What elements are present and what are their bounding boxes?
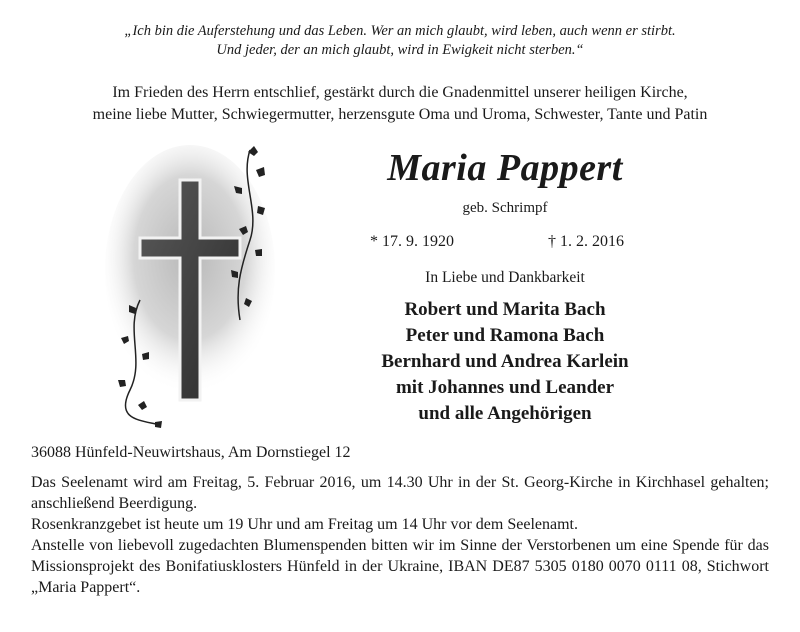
address: 36088 Hünfeld-Neuwirtshaus, Am Dornstiegel 12 [31, 444, 351, 461]
bible-quote [0, 22, 800, 60]
deceased-name: Maria Pappert [387, 147, 623, 189]
intro-line-2: meine liebe Mutter, Schwiegermutter, herzensgute Oma und Uroma, Schwester, Tante und Patin [92, 106, 708, 123]
love-line: In Liebe und Dankbarkeit [425, 269, 585, 286]
donation-paragraph: Anstelle von liebevoll zugedachten Blumenspenden bitten wir im Sinne der Verstorbenen um eine Spende für das Missionsprojekt des Bonifatiusklosters Hünfeld in der Ukraine, IBAN DE87 5305 0180 0070 0111 08, Stichwort „Maria Pappert“. [31, 537, 769, 596]
mourner-line: Bernhard und Andrea Karlein [381, 351, 629, 372]
intro-text [0, 82, 800, 126]
mourners-list [330, 297, 680, 427]
funeral-paragraph: Das Seelenamt wird am Freitag, 5. Februar 2016, um 14.30 Uhr in der St. Georg-Kirche in Kirchhasel gehalten; anschließend Beerdigung. [31, 474, 769, 512]
cross-with-ivy-icon [100, 140, 280, 430]
death-date: † 1. 2. 2016 [548, 233, 624, 250]
mourner-line: Robert und Marita Bach [404, 299, 606, 320]
maiden-name: geb. Schrimpf [462, 200, 548, 216]
intro-line-1: Im Frieden des Herrn entschlief, gestärkt durch die Gnadenmittel unserer heiligen Kirche, [112, 84, 688, 101]
mourner-line: Peter und Ramona Bach [405, 325, 605, 346]
mourner-line: mit Johannes und Leander [395, 377, 615, 398]
service-details [31, 472, 769, 598]
quote-line-2: Und jeder, der an mich glaubt, wird in Ewigkeit nicht sterben.“ [216, 42, 584, 58]
quote-line-1: „Ich bin die Auferstehung und das Leben. Wer an mich glaubt, wird leben, auch wenn er stirbt. [124, 23, 676, 39]
mourner-line: und alle Angehörigen [418, 403, 592, 424]
rosary-paragraph: Rosenkranzgebet ist heute um 19 Uhr und am Freitag um 14 Uhr vor dem Seelenamt. [31, 516, 578, 533]
birth-date: * 17. 9. 1920 [370, 233, 454, 250]
